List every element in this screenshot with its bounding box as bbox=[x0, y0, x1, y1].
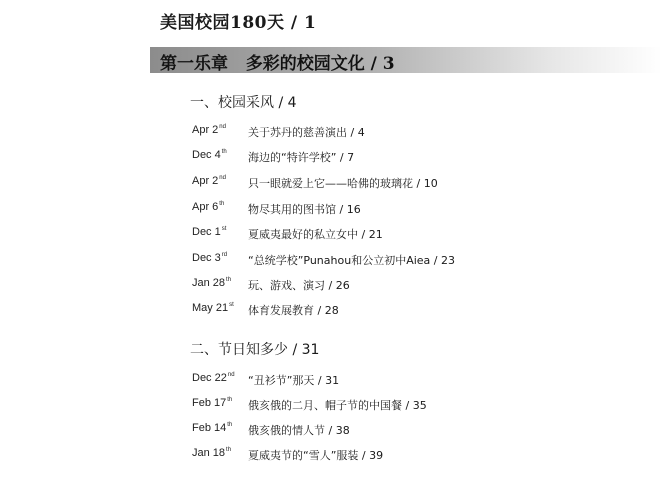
entry-title: “丑衫节”那天 / 31 bbox=[248, 374, 340, 387]
entry-date: May 21st bbox=[192, 302, 234, 314]
section-title: 一、校园采风 / 4 bbox=[190, 95, 297, 111]
entry-date: Dec 3rd bbox=[192, 252, 228, 264]
entry-title: 海边的“特许学校” / 7 bbox=[248, 151, 355, 164]
entry-date: Feb 14th bbox=[192, 422, 233, 434]
entry-title: 夏威夷最好的私立女中 / 21 bbox=[248, 228, 383, 241]
toc-entry[interactable] bbox=[192, 124, 365, 140]
entry-title: 夏威夷节的“雪人”服装 / 39 bbox=[248, 449, 384, 462]
toc-entry[interactable] bbox=[192, 422, 350, 438]
toc-entry[interactable] bbox=[192, 372, 340, 388]
entry-title: 关于苏丹的慈善演出 / 4 bbox=[248, 126, 365, 139]
entry-date: Apr 2nd bbox=[192, 124, 226, 136]
entry-date: Dec 4th bbox=[192, 149, 227, 161]
entry-title: 玩、游戏、演习 / 26 bbox=[248, 279, 350, 292]
entry-date: Jan 28th bbox=[192, 277, 232, 289]
entry-date: Apr 6th bbox=[192, 201, 225, 213]
entry-date: Feb 17th bbox=[192, 397, 233, 409]
chapter-title: 第一乐章 多彩的校园文化 / 3 bbox=[160, 54, 395, 74]
entry-title: 俄亥俄的二月、帽子节的中国餐 / 35 bbox=[248, 399, 427, 412]
toc-entry[interactable] bbox=[192, 226, 383, 242]
entry-title: 只一眼就爱上它——哈佛的玻璃花 / 10 bbox=[248, 177, 438, 190]
toc-entry[interactable] bbox=[192, 277, 350, 293]
toc-entry[interactable] bbox=[192, 447, 384, 463]
entry-title: 物尽其用的图书馆 / 16 bbox=[248, 203, 361, 216]
entry-title: 体育发展教育 / 28 bbox=[248, 304, 339, 317]
toc-entry[interactable] bbox=[192, 175, 438, 191]
entry-title: 俄亥俄的情人节 / 38 bbox=[248, 424, 350, 437]
toc-entry[interactable] bbox=[192, 252, 455, 268]
section-title: 二、节日知多少 / 31 bbox=[190, 342, 320, 358]
entry-date: Dec 22nd bbox=[192, 372, 235, 384]
entry-date: Jan 18th bbox=[192, 447, 232, 459]
toc-entry[interactable] bbox=[192, 397, 427, 413]
entry-date: Dec 1st bbox=[192, 226, 227, 238]
book-title: 美国校园180天 / 1 bbox=[160, 13, 317, 33]
entry-title: “总统学校”Punahou和公立初中Aiea / 23 bbox=[248, 254, 455, 267]
toc-entry[interactable] bbox=[192, 149, 355, 165]
entry-date: Apr 2nd bbox=[192, 175, 226, 187]
toc-entry[interactable] bbox=[192, 201, 361, 217]
toc-entry[interactable] bbox=[192, 302, 339, 318]
